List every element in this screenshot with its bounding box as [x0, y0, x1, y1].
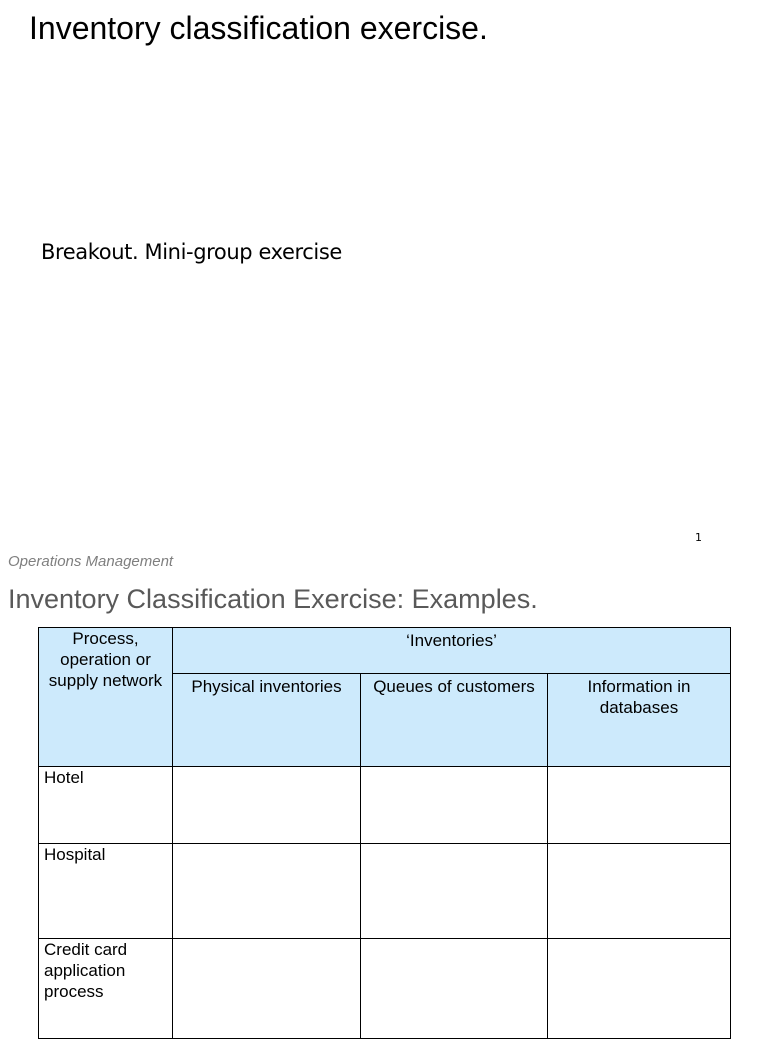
column-header-queues: Queues of customers	[361, 674, 548, 767]
slide-subtitle: Breakout. Mini-group exercise	[41, 240, 342, 264]
table-row	[39, 767, 731, 844]
page-number: 1	[695, 531, 702, 544]
table-cell	[361, 844, 548, 939]
row-label: Hotel	[39, 767, 173, 844]
table-cell	[548, 767, 731, 844]
table-cell	[173, 767, 361, 844]
row-label: Credit card application process	[39, 939, 173, 1039]
table-cell	[173, 844, 361, 939]
slide-title: Inventory classification exercise.	[29, 10, 488, 46]
table-cell	[548, 844, 731, 939]
row-label: Hospital	[39, 844, 173, 939]
column-header-process: Process, operation or supply network	[39, 628, 173, 767]
table-row	[39, 844, 731, 939]
slide-title: Inventory Classification Exercise: Examples.	[8, 584, 538, 614]
column-group-header-inventories: ‘Inventories’	[173, 628, 731, 674]
column-header-physical: Physical inventories	[173, 674, 361, 767]
column-header-information: Information in databases	[548, 674, 731, 767]
course-name: Operations Management	[8, 553, 174, 570]
inventory-table	[38, 627, 731, 1039]
table-cell	[361, 767, 548, 844]
